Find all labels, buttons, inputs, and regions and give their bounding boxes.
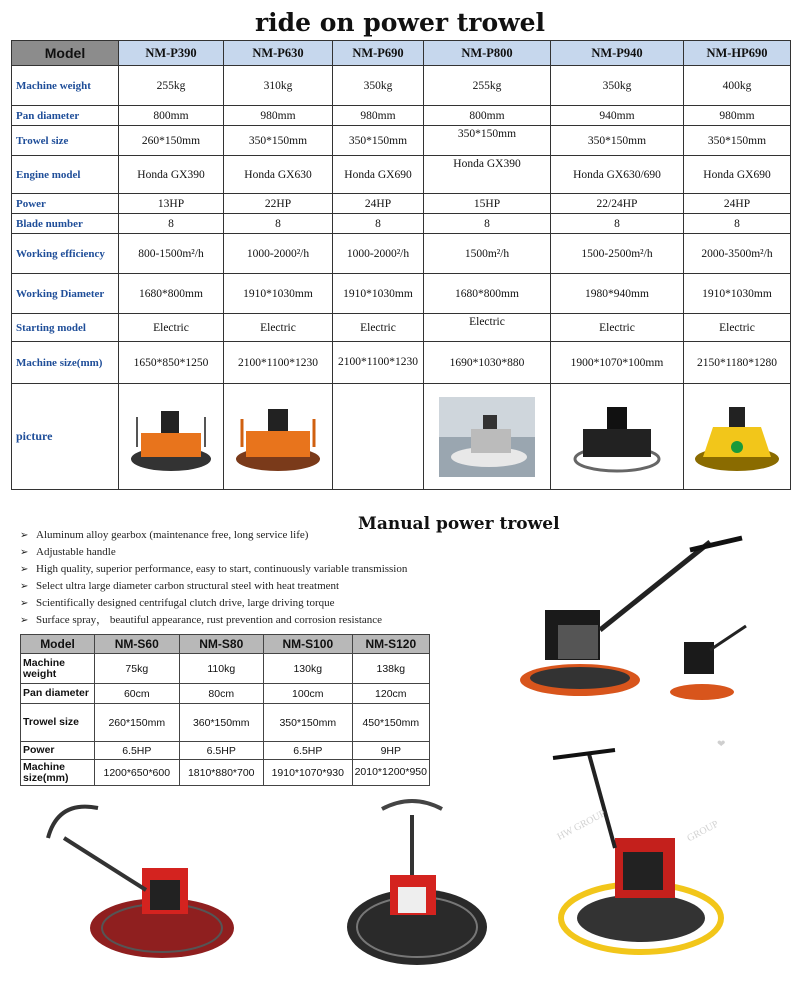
table-cell: 1810*880*700 <box>179 760 263 786</box>
row-label: Machine weight <box>12 66 119 106</box>
watermark: HW GROUP <box>555 808 608 843</box>
table-cell: 255kg <box>424 66 551 106</box>
table-cell: 1910*1070*930 <box>263 760 352 786</box>
table-row <box>21 760 430 786</box>
machine-photo-cell <box>224 384 333 490</box>
manual-section-title: Manual power trowel <box>358 514 560 534</box>
table-cell: 350*150mm <box>684 126 791 156</box>
table-cell: Electric <box>224 314 333 342</box>
table-header-row <box>12 41 791 66</box>
table-row <box>21 654 430 684</box>
table-cell: 350kg <box>551 66 684 106</box>
model-col-header: NM-P630 <box>224 41 333 66</box>
row-label: Power <box>12 194 119 214</box>
table-row <box>21 684 430 704</box>
table-row <box>12 194 791 214</box>
table-cell: 120cm <box>352 684 429 704</box>
table-cell: 1000-2000²/h <box>224 234 333 274</box>
table-cell: 13HP <box>119 194 224 214</box>
table-cell: 24HP <box>684 194 791 214</box>
list-item: ➢ Adjustable handle <box>20 544 407 561</box>
table-cell: 1910*1030mm <box>224 274 333 314</box>
arrow-bullet-icon: ➢ <box>20 547 29 558</box>
table-cell: 22HP <box>224 194 333 214</box>
manual-trowel-silver-pan-image <box>342 795 492 970</box>
table-cell: 1650*850*1250 <box>119 342 224 384</box>
table-cell: 130kg <box>263 654 352 684</box>
row-label: Trowel size <box>12 126 119 156</box>
model-col-header: NM-P690 <box>333 41 424 66</box>
table-cell: 1910*1030mm <box>333 274 424 314</box>
ride-trowel-yellow-image <box>689 397 785 477</box>
table-cell: 350*150mm <box>263 704 352 742</box>
table-cell: 75kg <box>95 654 179 684</box>
table-row <box>21 704 430 742</box>
page-title: ride on power trowel <box>254 8 546 37</box>
table-cell: 8 <box>224 214 333 234</box>
table-row <box>21 742 430 760</box>
table-cell: 350*150mm <box>551 126 684 156</box>
table-cell: Honda GX630/690 <box>551 156 684 194</box>
table-cell: 6.5HP <box>95 742 179 760</box>
table-cell: 400kg <box>684 66 791 106</box>
row-label: Machine weight <box>21 654 95 684</box>
table-cell: Electric <box>551 314 684 342</box>
model-col-header: NM-P800 <box>424 41 551 66</box>
table-cell: 350*150mm <box>333 126 424 156</box>
row-label: Starting model <box>12 314 119 342</box>
table-cell: 8 <box>333 214 424 234</box>
table-cell: 1680*800mm <box>424 274 551 314</box>
table-cell: 2000-3500m²/h <box>684 234 791 274</box>
table-cell: Honda GX390 <box>424 156 551 194</box>
manual-trowel-yellow-image <box>545 738 735 963</box>
table-cell: 980mm <box>333 106 424 126</box>
table-cell: 100cm <box>263 684 352 704</box>
manual-trowel-red-pan-image <box>38 798 238 968</box>
table-cell: Honda GX690 <box>333 156 424 194</box>
list-item: ➢ High quality, superior performance, easy to start, continuously variable transmission <box>20 561 407 578</box>
heart-icon[interactable]: ❤ <box>717 739 726 750</box>
table-row <box>12 342 791 384</box>
table-cell: 1500-2500m²/h <box>551 234 684 274</box>
table-row <box>12 66 791 106</box>
machine-photo-cell <box>333 384 424 490</box>
machine-photo-cell <box>551 384 684 490</box>
model-col-header: NM-S60 <box>95 635 179 654</box>
table-cell: 8 <box>424 214 551 234</box>
row-label: Machine size(mm) <box>21 760 95 786</box>
model-header: Model <box>21 635 95 654</box>
table-cell: 800-1500m²/h <box>119 234 224 274</box>
table-cell: 800mm <box>424 106 551 126</box>
row-label: Pan diameter <box>21 684 95 704</box>
model-col-header: NM-P390 <box>119 41 224 66</box>
arrow-bullet-icon: ➢ <box>20 615 29 626</box>
table-cell: 6.5HP <box>179 742 263 760</box>
table-cell: Electric <box>684 314 791 342</box>
row-label: picture <box>12 384 119 490</box>
arrow-bullet-icon: ➢ <box>20 598 29 609</box>
table-header-row <box>21 635 430 654</box>
machine-photo-cell <box>119 384 224 490</box>
table-cell: 800mm <box>119 106 224 126</box>
table-cell: 2100*1100*1230 <box>333 342 424 384</box>
table-cell: 15HP <box>424 194 551 214</box>
table-cell: 1000-2000²/h <box>333 234 424 274</box>
row-label: Blade number <box>12 214 119 234</box>
table-cell: 80cm <box>179 684 263 704</box>
table-cell: 6.5HP <box>263 742 352 760</box>
table-cell: 9HP <box>352 742 429 760</box>
row-label: Working Diameter <box>12 274 119 314</box>
row-label: Power <box>21 742 95 760</box>
ride-trowel-silver-image <box>439 397 535 477</box>
table-cell: 2010*1200*950 <box>352 760 429 786</box>
table-cell: 980mm <box>224 106 333 126</box>
list-item: ➢ Surface spray， beautiful appearance, rust prevention and corrosion resistance <box>20 612 407 629</box>
table-row <box>12 156 791 194</box>
table-cell: Electric <box>424 314 551 342</box>
table-cell: 1680*800mm <box>119 274 224 314</box>
row-label: Working efficiency <box>12 234 119 274</box>
table-cell: 1910*1030mm <box>684 274 791 314</box>
ride-trowel-orange-image <box>123 397 219 477</box>
table-cell: 940mm <box>551 106 684 126</box>
row-label: Pan diameter <box>12 106 119 126</box>
manual-trowel-large-image <box>510 530 750 710</box>
table-cell: 255kg <box>119 66 224 106</box>
table-cell: 110kg <box>179 654 263 684</box>
picture-row <box>12 384 791 490</box>
list-item: ➢ Select ultra large diameter carbon structural steel with heat treatment <box>20 578 407 595</box>
table-cell: Honda GX630 <box>224 156 333 194</box>
machine-photo-cell <box>424 384 551 490</box>
table-cell: 8 <box>684 214 791 234</box>
model-col-header: NM-S80 <box>179 635 263 654</box>
row-label: Machine size(mm) <box>12 342 119 384</box>
table-cell: 450*150mm <box>352 704 429 742</box>
machine-photo-cell <box>684 384 791 490</box>
table-cell: 360*150mm <box>179 704 263 742</box>
arrow-bullet-icon: ➢ <box>20 530 29 541</box>
table-cell: 1980*940mm <box>551 274 684 314</box>
row-label: Trowel size <box>21 704 95 742</box>
feature-list <box>20 527 407 629</box>
table-cell: 2100*1100*1230 <box>224 342 333 384</box>
model-col-header: NM-P940 <box>551 41 684 66</box>
model-col-header: NM-S100 <box>263 635 352 654</box>
table-row <box>12 126 791 156</box>
ride-trowel-black-image <box>569 397 665 477</box>
list-item: ➢ Scientifically designed centrifugal clutch drive, large driving torque <box>20 595 407 612</box>
table-cell: 8 <box>119 214 224 234</box>
ride-on-spec-table <box>11 40 791 490</box>
table-cell: Honda GX690 <box>684 156 791 194</box>
table-cell: 22/24HP <box>551 194 684 214</box>
model-col-header: NM-HP690 <box>684 41 791 66</box>
ride-trowel-orange-image <box>230 397 326 477</box>
arrow-bullet-icon: ➢ <box>20 564 29 575</box>
table-cell: Electric <box>119 314 224 342</box>
table-cell: 8 <box>551 214 684 234</box>
table-cell: 350*150mm <box>424 126 551 156</box>
row-label: Engine model <box>12 156 119 194</box>
table-cell: 24HP <box>333 194 424 214</box>
table-cell: 1690*1030*880 <box>424 342 551 384</box>
table-cell: 2150*1180*1280 <box>684 342 791 384</box>
table-cell: 980mm <box>684 106 791 126</box>
arrow-bullet-icon: ➢ <box>20 581 29 592</box>
table-cell: 1900*1070*100mm <box>551 342 684 384</box>
table-cell: 260*150mm <box>119 126 224 156</box>
table-cell: 1200*650*600 <box>95 760 179 786</box>
table-cell: 310kg <box>224 66 333 106</box>
table-row <box>12 274 791 314</box>
list-item: ➢ Aluminum alloy gearbox (maintenance free, long service life) <box>20 527 407 544</box>
table-cell: 350kg <box>333 66 424 106</box>
table-cell: 260*150mm <box>95 704 179 742</box>
table-row <box>12 214 791 234</box>
table-cell: 350*150mm <box>224 126 333 156</box>
table-cell: Electric <box>333 314 424 342</box>
watermark: GROUP <box>685 818 721 845</box>
table-cell: 1500m²/h <box>424 234 551 274</box>
table-cell: 138kg <box>352 654 429 684</box>
model-header: Model <box>12 41 119 66</box>
table-cell: Honda GX390 <box>119 156 224 194</box>
table-cell: 60cm <box>95 684 179 704</box>
manual-spec-table <box>20 634 430 786</box>
table-row <box>12 234 791 274</box>
table-row <box>12 314 791 342</box>
table-row <box>12 106 791 126</box>
model-col-header: NM-S120 <box>352 635 429 654</box>
